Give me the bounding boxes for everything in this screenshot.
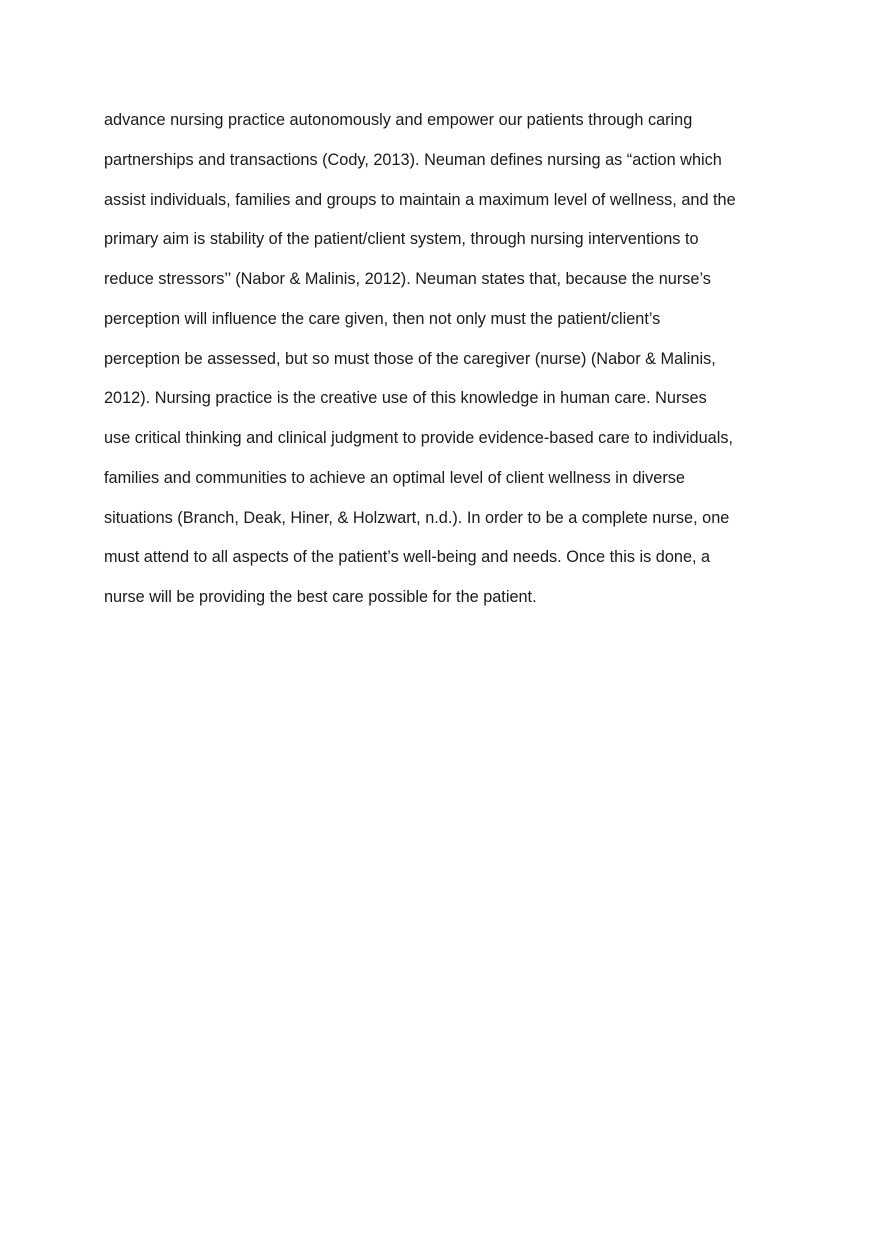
paragraph-line: advance nursing practice autonomously and empower our patients through caring [104,111,693,129]
paragraph-line: nurse will be providing the best care possible for the patient. [104,588,537,606]
paragraph-line: partnerships and transactions (Cody, 2013). Neuman defines nursing as “action which [104,150,722,169]
paragraph-line: perception be assessed, but so must those of the caregiver (nurse) (Nabor & Malinis, [104,349,716,368]
paragraph-line: families and communities to achieve an optimal level of client wellness in diverse [104,468,685,487]
paragraph-line: primary aim is stability of the patient/client system, through nursing interventions to [104,230,699,249]
paragraph-line: use critical thinking and clinical judgment to provide evidence-based care to individuals, [104,429,733,447]
paragraph-line: must attend to all aspects of the patient’s well-being and needs. Once this is done, a [104,548,711,567]
paragraph-line: perception will influence the care given, then not only must the patient/client’s [104,309,661,328]
paragraph-line: reduce stressors’’ (Nabor & Malinis, 2012). Neuman states that, because the nurse’s [104,270,711,288]
paragraph-line: assist individuals, families and groups to maintain a maximum level of wellness, and the [104,190,736,209]
paragraph-line: situations (Branch, Deak, Hiner, & Holzwart, n.d.). In order to be a complete nurse, one [104,508,730,527]
body-paragraph [104,101,804,618]
paragraph-line: 2012). Nursing practice is the creative use of this knowledge in human care. Nurses [104,389,707,408]
